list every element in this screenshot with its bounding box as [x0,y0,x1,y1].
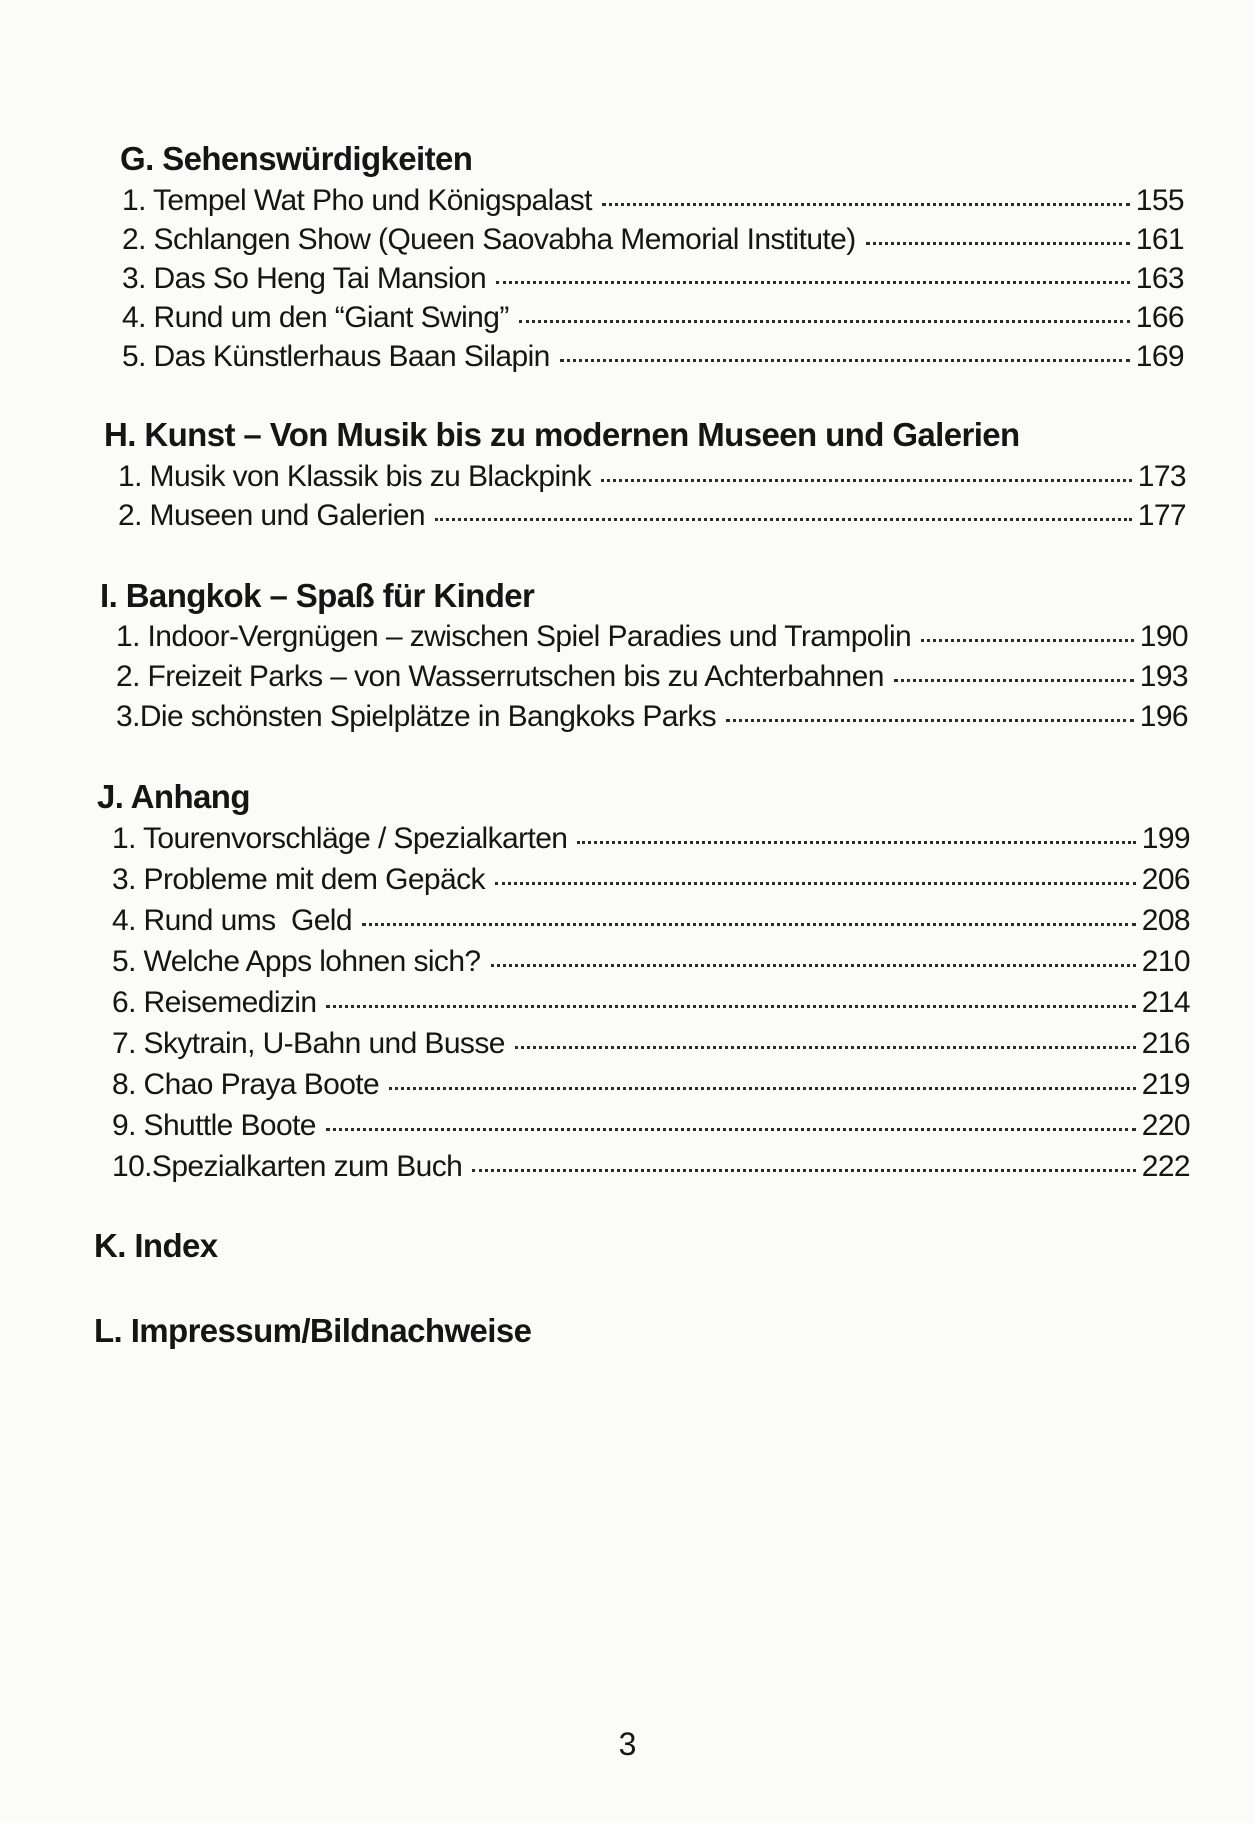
toc-entry-label: 3. Das So Heng Tai Mansion [122,262,487,295]
toc-entry [118,458,1186,496]
toc-entry-page: 169 [1135,340,1184,373]
toc-entry [122,338,1184,376]
toc-entry [122,260,1184,298]
toc-entry-page: 196 [1139,700,1188,733]
page-number: 3 [618,1726,637,1762]
toc-entry-label: 4. Rund ums Geld [112,904,352,937]
toc-entry [122,221,1184,259]
dot-leader [866,242,1130,245]
dot-leader [389,1087,1136,1090]
toc-entry-page: 222 [1141,1150,1190,1183]
dot-leader [577,841,1135,844]
dot-leader [515,1046,1136,1049]
toc-entry-page: 208 [1141,904,1190,937]
toc-entry [112,1148,1190,1186]
toc-entry-label: 9. Shuttle Boote [112,1109,316,1142]
dot-leader [362,923,1136,926]
dot-leader [921,639,1134,642]
toc-entry [116,618,1188,656]
section-title-k: K. Index [94,1227,218,1264]
toc-entry [112,1025,1190,1063]
toc-entry-label: 1. Tourenvorschläge / Spezialkarten [112,822,568,855]
dot-leader [519,320,1130,323]
toc-entry-label: 5. Das Künstlerhaus Baan Silapin [122,340,550,373]
dot-leader [326,1128,1136,1131]
toc-entry-label: 1. Indoor-Vergnügen – zwischen Spiel Paradies und Trampolin [116,620,912,653]
toc-entry-page: 219 [1141,1068,1190,1101]
dot-leader [602,203,1130,206]
section-title-i: I. Bangkok – Spaß für Kinder [100,577,535,614]
toc-entry-label: 4. Rund um den “Giant Swing” [122,301,509,334]
toc-entry-page: 155 [1135,184,1184,217]
toc-entry-page: 166 [1135,301,1184,334]
dot-leader [495,882,1136,885]
toc-entry [122,182,1184,220]
toc-entry-page: 177 [1137,499,1186,532]
dot-leader [435,518,1132,521]
section-title-j: J. Anhang [97,778,250,815]
toc-entry [112,943,1190,981]
toc-entry-label: 6. Reisemedizin [112,986,317,1019]
toc-entry-page: 161 [1135,223,1184,256]
toc-entry [112,1107,1190,1145]
toc-entry [116,698,1188,736]
toc-entry-page: 216 [1141,1027,1190,1060]
toc-entry-page: 206 [1141,863,1190,896]
toc-entry [112,1066,1190,1104]
toc-entry-page: 173 [1137,460,1186,493]
toc-entry [112,861,1190,899]
toc-entry-label: 3.Die schönsten Spielplätze in Bangkoks Parks [116,700,717,733]
toc-entry-label: 3. Probleme mit dem Gepäck [112,863,485,896]
dot-leader [726,719,1134,722]
toc-entry [122,299,1184,337]
dot-leader [560,359,1130,362]
toc-entry-page: 190 [1139,620,1188,653]
toc-entry [112,902,1190,940]
toc-entry-label: 2. Museen und Galerien [118,499,426,532]
toc-entry-page: 199 [1141,822,1190,855]
section-title-l: L. Impressum/Bildnachweise [94,1312,532,1349]
toc-entry-page: 163 [1135,262,1184,295]
toc-entry-label: 5. Welche Apps lohnen sich? [112,945,481,978]
toc-entry-label: 1. Tempel Wat Pho und Königspalast [122,184,592,217]
dot-leader [601,479,1132,482]
dot-leader [894,679,1134,682]
toc-entry-page: 193 [1139,660,1188,693]
toc-entry-label: 8. Chao Praya Boote [112,1068,380,1101]
toc-entry-label: 10.Spezialkarten zum Buch [112,1150,463,1183]
toc-entry-label: 2. Freizeit Parks – von Wasserrutschen bis zu Achterbahnen [116,660,884,693]
section-title-h: H. Kunst – Von Musik bis zu modernen Museen und Galerien [104,416,1020,453]
toc-entry [112,984,1190,1022]
section-title-g: G. Sehenswürdigkeiten [120,140,473,177]
dot-leader [326,1005,1135,1008]
toc-entry-label: 2. Schlangen Show (Queen Saovabha Memorial Institute) [122,223,856,256]
dot-leader [496,281,1130,284]
toc-entry-page: 214 [1141,986,1190,1019]
toc-entry [116,658,1188,696]
toc-entry [112,820,1190,858]
toc-entry-label: 1. Musik von Klassik bis zu Blackpink [118,460,591,493]
toc-entry-label: 7. Skytrain, U-Bahn und Busse [112,1027,505,1060]
dot-leader [472,1169,1136,1172]
toc-entry-page: 220 [1141,1109,1190,1142]
dot-leader [491,964,1136,967]
toc-entry-page: 210 [1141,945,1190,978]
toc-entry [118,497,1186,535]
